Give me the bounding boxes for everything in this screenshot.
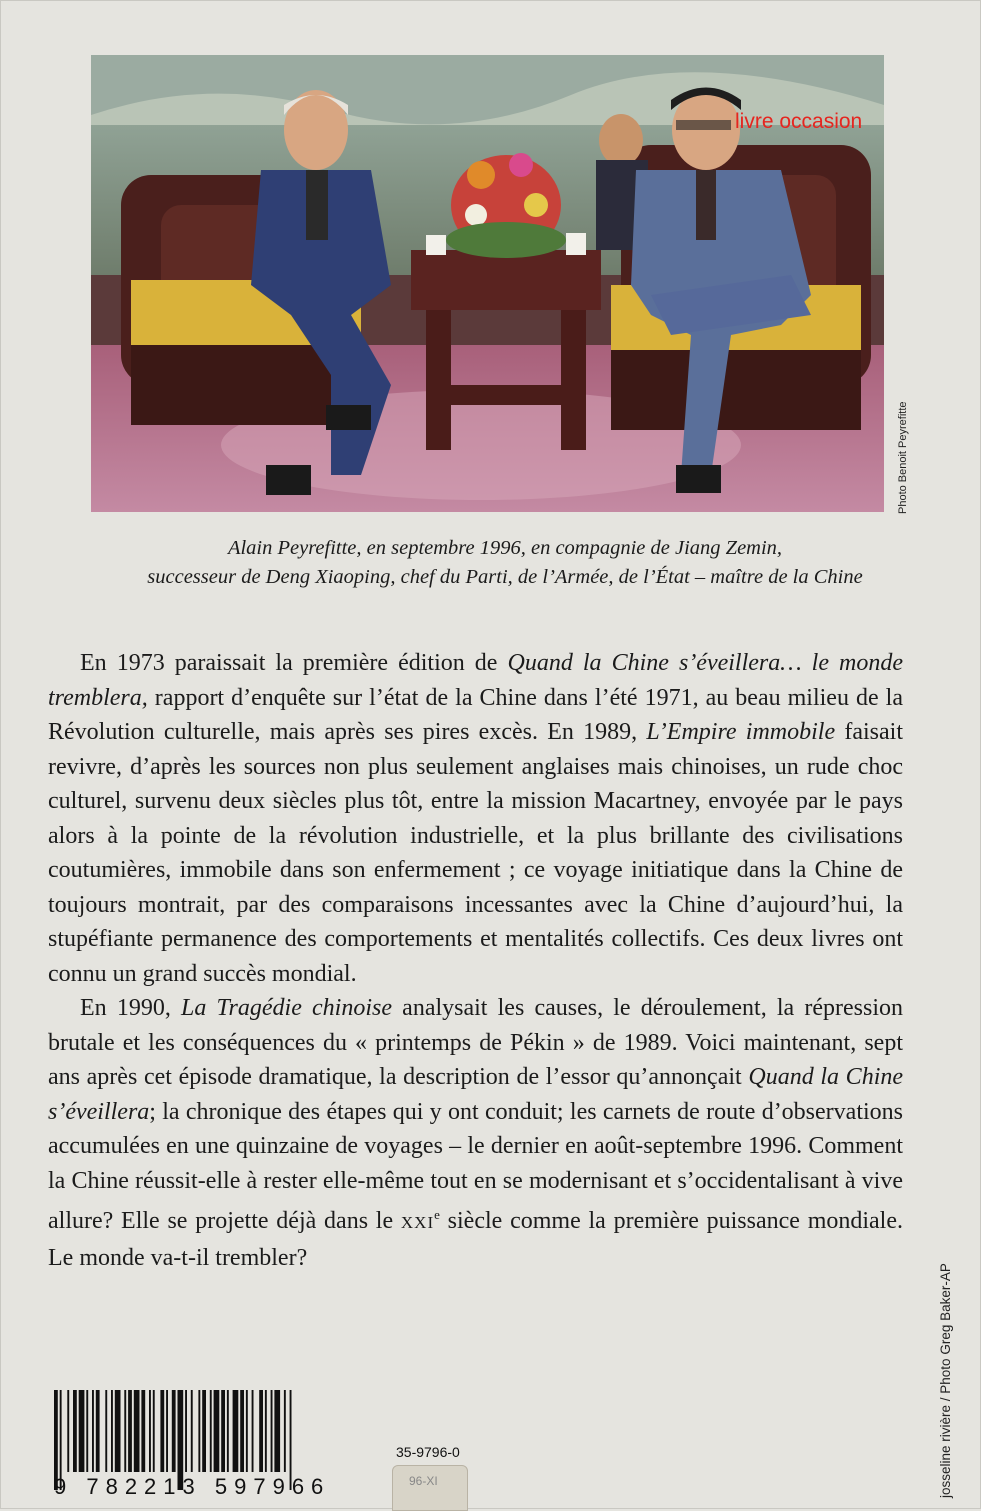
- barcode-bar: [214, 1390, 220, 1472]
- text-run: En 1973 paraissait la première édition de: [80, 650, 508, 676]
- product-code: 35-9796-0: [396, 1444, 460, 1460]
- text-run: ; la chronique des étapes qui y ont conduit; les carnets de route d’observations accumulées en une quinzaine de voyages – le dernier en août-septembre 1996. Comment la Chine réussit-elle à rester elle-même tout en se modernisant et s’occidentalisant à vive allure? Elle se projette déjà dans le: [48, 1098, 903, 1234]
- barcode-bar: [128, 1390, 132, 1472]
- text-run: faisait revivre, d’après les sources non plus seulement anglaises mais chinoises, un rude choc culturel, survenu deux siècles plus tôt, entre la mission Macartney, envoyée par le pays alors à la pointe de la révolution industrielle, et la plus brillante des civilisations coutumières, immobile dans son enfermement ; ce voyage initiatique dans la Chine de toujours montrait, par des comparaisons incessantes avec la Chine d’aujourd’hui, la stupéfiante permanence des comportements et mentalités collectifs. Ces deux livres ont connu un grand succès mondial.: [48, 719, 904, 987]
- isbn-digits: 9 782213 597966: [54, 1474, 331, 1499]
- barcode-bar: [115, 1390, 121, 1472]
- barcode-bar: [153, 1390, 155, 1472]
- book-title: Quand la Chine s’éveillera… le monde tremblera,: [48, 650, 903, 711]
- back-cover-blurb: [48, 646, 903, 1275]
- barcode-bar: [271, 1390, 273, 1472]
- barcode-bar: [265, 1390, 267, 1472]
- paragraph-1: [48, 646, 903, 991]
- barcode-bar: [96, 1390, 100, 1472]
- barcode-bar: [160, 1390, 164, 1472]
- barcode-bar: [86, 1390, 88, 1472]
- barcode-bar: [92, 1390, 94, 1472]
- barcode-bar: [79, 1390, 85, 1472]
- cover-credits: josseline rivière / Photo Greg Baker-AP: [938, 1263, 953, 1498]
- barcode-bar: [191, 1390, 193, 1472]
- caption-line-1: Alain Peyrefitte, en septembre 1996, en compagnie de Jiang Zemin,: [227, 537, 783, 559]
- barcode-bar: [111, 1390, 113, 1472]
- barcode-bar: [73, 1390, 77, 1472]
- barcode-bar: [166, 1390, 168, 1472]
- photo-caption: [120, 534, 890, 592]
- book-title: La Tragédie chinoise: [181, 995, 392, 1021]
- caption-line-2: successeur de Deng Xiaoping, chef du Parti, de l’Armée, de l’État – maître de la Chine: [147, 566, 863, 588]
- paragraph-2: [48, 991, 903, 1275]
- barcode-bar: [67, 1390, 69, 1472]
- book-title: L’Empire immobile: [646, 719, 836, 745]
- barcode-bar: [233, 1390, 239, 1472]
- text-run: rapport d’enquête sur l’état de la Chine dans l’été 1971, au beau milieu de la Révolution culturelle, mais après ses pires excès. En 1989,: [48, 684, 903, 745]
- book-title: Quand la Chine s’éveillera: [48, 1064, 904, 1125]
- price-sticker: [392, 1465, 468, 1511]
- barcode-bar: [210, 1390, 212, 1472]
- barcode-bar: [198, 1390, 200, 1472]
- barcode-bar: [274, 1390, 280, 1472]
- watermark-text: livre occasion: [735, 110, 863, 133]
- barcode-bar: [221, 1390, 225, 1472]
- photo-credit: Photo Benoit Peyrefitte: [897, 401, 909, 514]
- barcode-bar: [172, 1390, 176, 1472]
- century-numeral: XXI: [400, 1213, 435, 1232]
- barcode-bar: [202, 1390, 206, 1472]
- barcode-bar: [134, 1390, 140, 1472]
- barcode-bar: [240, 1390, 244, 1472]
- barcode-bar: [252, 1390, 254, 1472]
- barcode-bar: [141, 1390, 145, 1472]
- barcode-bar: [284, 1390, 286, 1472]
- barcode-bar: [259, 1390, 263, 1472]
- barcode-bar: [246, 1390, 248, 1472]
- sticker-text: 96-XI: [409, 1474, 438, 1488]
- barcode-bar: [227, 1390, 229, 1472]
- text-run: En 1990,: [80, 995, 181, 1021]
- barcode-bar: [124, 1390, 126, 1472]
- text-run: analysait les causes, le déroulement, la répression brutale et les conséquences du « printemps de Pékin » de 1989. Voici maintenant, sept ans après cet épisode dramatique, la description de l’essor qu’annonçait: [48, 995, 903, 1090]
- barcode-bar: [149, 1390, 151, 1472]
- text-run: siècle comme la première puissance mondiale. Le monde va-t-il trembler?: [48, 1208, 904, 1271]
- barcode-bar: [185, 1390, 187, 1472]
- century-superscript: e: [434, 1207, 440, 1222]
- barcode-bar: [105, 1390, 107, 1472]
